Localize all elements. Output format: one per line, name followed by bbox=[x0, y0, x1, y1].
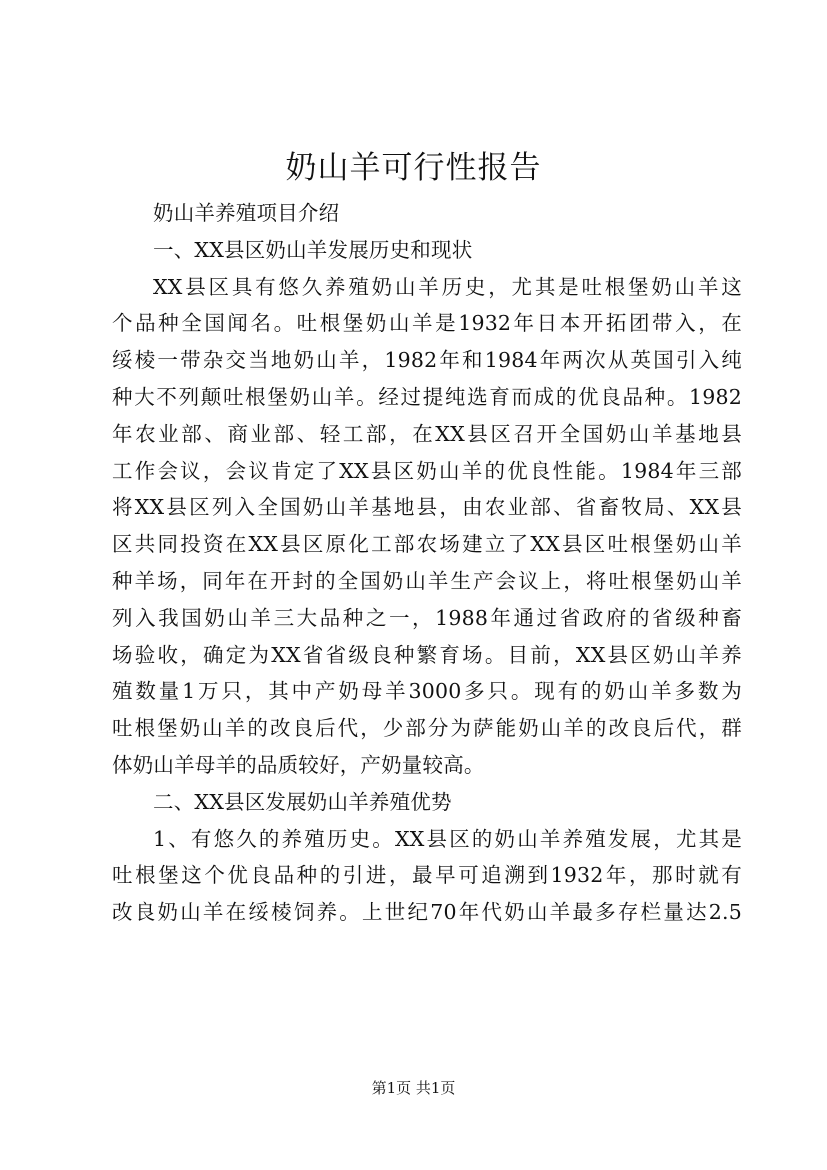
paragraph-1-line-13: 吐根堡奶山羊的改良后代，少部分为萨能奶山羊的改良后代，群 bbox=[112, 716, 742, 741]
page-footer: 第1页 共1页 bbox=[371, 1079, 456, 1097]
paragraph-1-line-8: 区共同投资在XX县区原化工部农场建立了XX县区吐根堡奶山羊 bbox=[112, 532, 742, 557]
paragraph-2-line-3: 改良奶山羊在绥棱饲养。上世纪70年代奶山羊最多存栏量达2.5 bbox=[112, 900, 742, 925]
document-title: 奶山羊可行性报告 bbox=[285, 150, 542, 186]
section-1-heading: 一、XX县区奶山羊发展历史和现状 bbox=[153, 237, 473, 262]
paragraph-1-line-1: XX县区具有悠久养殖奶山羊历史，尤其是吐根堡奶山羊这 bbox=[153, 274, 742, 299]
paragraph-2-line-2: 吐根堡这个优良品种的引进，最早可追溯到1932年，那时就有 bbox=[112, 863, 742, 888]
paragraph-1-line-6: 工作会议，会议肯定了XX县区奶山羊的优良性能。1984年三部 bbox=[112, 458, 742, 483]
section-2-heading: 二、XX县区发展奶山羊养殖优势 bbox=[153, 789, 452, 814]
paragraph-1-line-14: 体奶山羊母羊的品质较好，产奶量较高。 bbox=[112, 752, 485, 777]
paragraph-1-line-7: 将XX县区列入全国奶山羊基地县，由农业部、省畜牧局、XX县 bbox=[112, 495, 742, 520]
document-body bbox=[112, 195, 742, 931]
paragraph-1-line-10: 列入我国奶山羊三大品种之一，1988年通过省政府的省级种畜 bbox=[112, 605, 742, 630]
paragraph-1-line-12: 殖数量1万只，其中产奶母羊3000多只。现有的奶山羊多数为 bbox=[112, 679, 742, 704]
paragraph-1-line-11: 场验收，确定为XX省省级良种繁育场。目前，XX县区奶山羊养 bbox=[112, 642, 742, 667]
paragraph-1-line-4: 种大不列颠吐根堡奶山羊。经过提纯选育而成的优良品种。1982 bbox=[112, 384, 742, 409]
section-intro-heading: 奶山羊养殖项目介绍 bbox=[153, 201, 340, 225]
paragraph-1-line-2: 个品种全国闻名。吐根堡奶山羊是1932年日本开拓团带入，在 bbox=[112, 311, 742, 336]
paragraph-1-line-3: 绥棱一带杂交当地奶山羊，1982年和1984年两次从英国引入纯 bbox=[112, 348, 742, 373]
paragraph-2-line-1: 1、有悠久的养殖历史。XX县区的奶山羊养殖发展，尤其是 bbox=[153, 826, 742, 851]
paragraph-1-line-5: 年农业部、商业部、轻工部，在XX县区召开全国奶山羊基地县 bbox=[112, 421, 742, 446]
paragraph-1-line-9: 种羊场，同年在开封的全国奶山羊生产会议上，将吐根堡奶山羊 bbox=[112, 568, 742, 593]
